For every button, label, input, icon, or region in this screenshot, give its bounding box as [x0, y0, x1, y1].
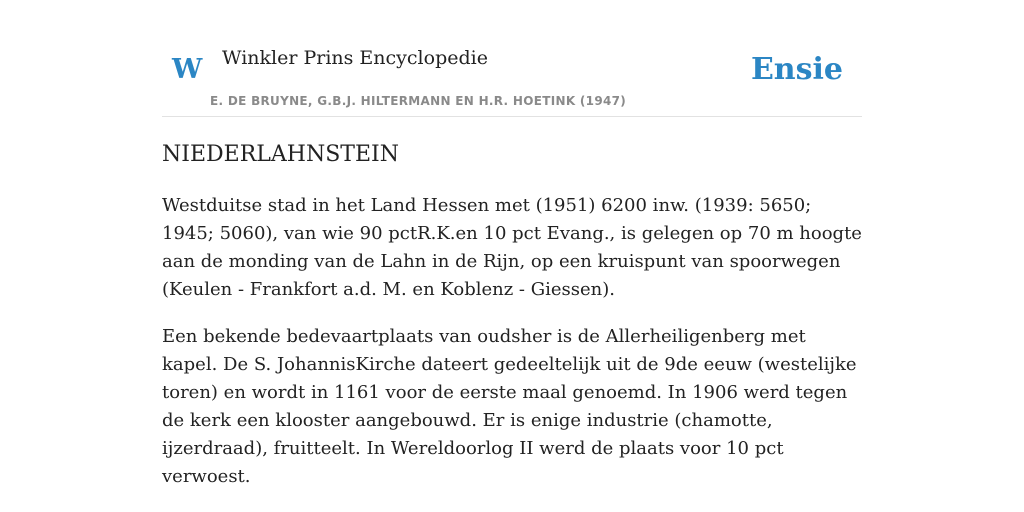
- article-paragraph: Westduitse stad in het Land Hessen met (1951) 6200 inw. (1939: 5650; 1945; 5060), van wie 90 pctR.K.en 10 pct Evang., is gelegen op 70 m hoogte aan de monding van de Lahn in de Rijn, op een kruispunt van spoorwegen (Keulen - Frankfort a.d. M. en Koblenz - Giessen).: [162, 195, 862, 300]
- source-logo[interactable]: W: [172, 54, 203, 85]
- article-paragraph: Een bekende bedevaartplaats van oudsher is de Allerheiligenberg met kapel. De S. JohannisKirche dateert gedeeltelijk uit de 9de eeuw (westelijke toren) en wordt in 1161 voor de eerste maal genoemd. In 1906 werd tegen de kerk een klooster aangebouwd. Er is enige industrie (chamotte, ijzerdraad), fruitteelt. In Wereldoorlog II werd de plaats voor 10 pct verwoest.: [162, 326, 857, 487]
- source-header: [162, 0, 862, 117]
- source-authors: E. DE BRUYNE, G.B.J. HILTERMANN EN H.R. HOETINK (1947): [210, 94, 627, 108]
- article-body: [162, 192, 864, 510]
- source-title[interactable]: Winkler Prins Encyclopedie: [222, 47, 488, 69]
- article-title: NIEDERLAHNSTEIN: [162, 142, 399, 167]
- ensie-logo-link[interactable]: Ensie: [750, 52, 843, 87]
